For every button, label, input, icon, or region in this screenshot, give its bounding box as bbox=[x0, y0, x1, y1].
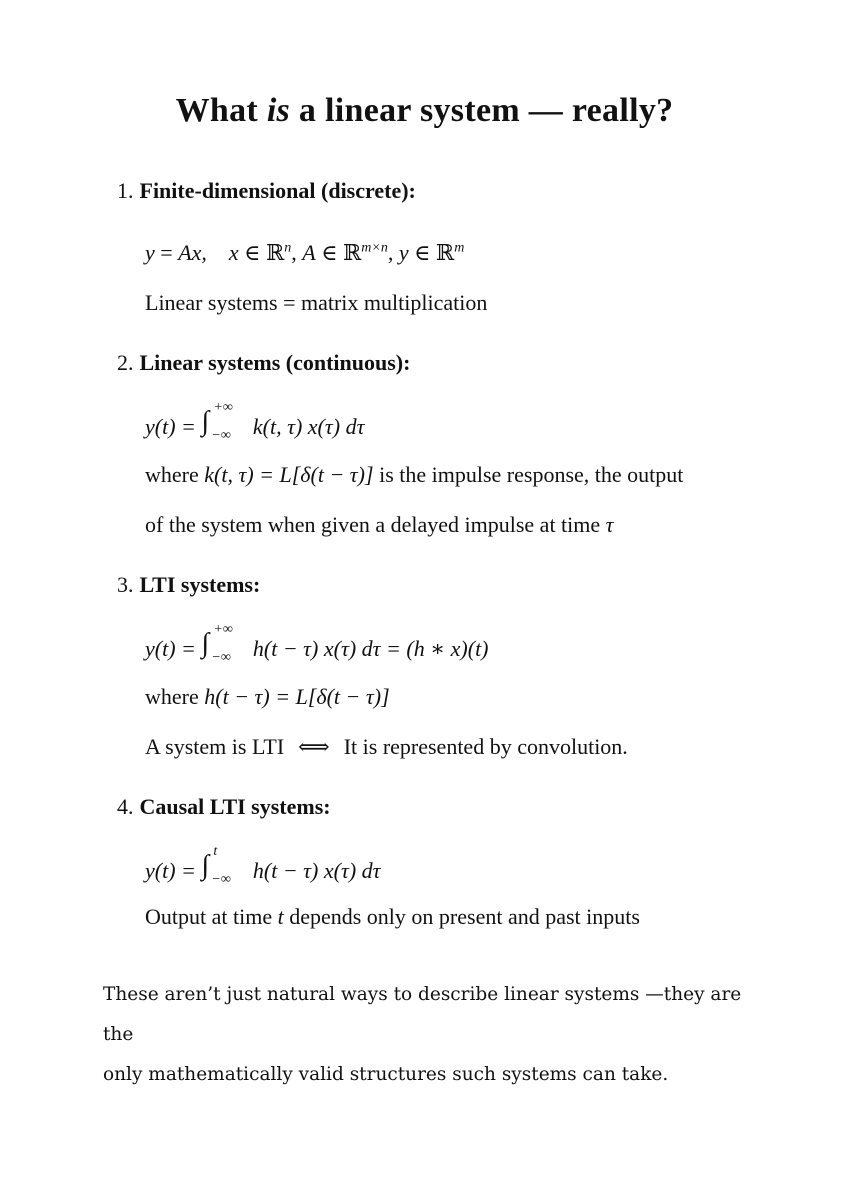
item-label: Linear systems (continuous): bbox=[139, 350, 411, 375]
iff-symbol: ⟺ bbox=[298, 734, 330, 759]
note-text: A system is LTI bbox=[145, 734, 285, 759]
note-math: k(t, τ) = L[δ(t − τ)] bbox=[204, 462, 374, 487]
closing-line-1: These aren’t just natural ways to describe linear systems —they are the bbox=[103, 984, 742, 1045]
item-label: Causal LTI systems: bbox=[139, 794, 331, 819]
eq-equals: = bbox=[160, 240, 173, 265]
note-text: It is represented by convolution. bbox=[343, 734, 628, 759]
note-math: τ bbox=[605, 512, 614, 537]
item-2-equation bbox=[145, 400, 365, 443]
eq-in: ∈ bbox=[414, 240, 431, 265]
item-3-heading bbox=[117, 572, 260, 598]
item-2-note-b bbox=[145, 512, 614, 538]
item-2-heading bbox=[117, 350, 410, 376]
eq-ax: Ax, bbox=[178, 240, 207, 265]
integral-lower: −∞ bbox=[211, 428, 231, 443]
eq-comma: , bbox=[387, 240, 394, 265]
item-3-equation bbox=[145, 622, 489, 665]
item-4-heading bbox=[117, 794, 331, 820]
item-number: 1. bbox=[117, 178, 134, 203]
note-text: is the impulse response, the output bbox=[379, 462, 684, 487]
eq-in: ∈ bbox=[321, 240, 338, 265]
eq-body: h(t − τ) x(τ) dτ bbox=[252, 858, 381, 883]
note-math: t bbox=[277, 904, 284, 929]
title-emphasis: is bbox=[266, 92, 291, 129]
integral-sign: ∫ +∞ −∞ bbox=[201, 400, 233, 443]
item-number: 2. bbox=[117, 350, 134, 375]
item-number: 3. bbox=[117, 572, 134, 597]
item-2-note-a bbox=[145, 462, 683, 488]
item-label: LTI systems: bbox=[139, 572, 261, 597]
page-title bbox=[0, 92, 849, 130]
item-1-equation bbox=[145, 240, 464, 266]
note-text: of the system when given a delayed impulse at time bbox=[145, 512, 601, 537]
eq-reals: ℝ bbox=[435, 240, 455, 265]
integral-upper: t bbox=[213, 844, 218, 859]
note-text: where bbox=[145, 684, 199, 709]
note-math: h(t − τ) = L[δ(t − τ)] bbox=[204, 684, 390, 709]
eq-lhs: y(t) = bbox=[145, 414, 196, 439]
eq-mxn: m×n bbox=[361, 240, 388, 256]
eq-y: y bbox=[145, 240, 155, 265]
integral-upper: +∞ bbox=[213, 400, 233, 415]
note-text: Output at time bbox=[145, 904, 273, 929]
eq-in: ∈ bbox=[244, 240, 261, 265]
eq-body: k(t, τ) x(τ) dτ bbox=[252, 414, 365, 439]
title-post: a linear system — really? bbox=[298, 92, 674, 129]
item-4-equation bbox=[145, 844, 381, 887]
item-1-note: Linear systems = matrix multiplication bbox=[145, 290, 488, 315]
eq-n: n bbox=[284, 240, 292, 256]
eq-A: A bbox=[302, 240, 316, 265]
item-number: 4. bbox=[117, 794, 134, 819]
eq-y2: y bbox=[398, 240, 409, 265]
note-text: where bbox=[145, 462, 199, 487]
integral-lower: −∞ bbox=[211, 872, 231, 887]
eq-body: h(t − τ) x(τ) dτ = (h ∗ x)(t) bbox=[252, 636, 489, 661]
note-text: depends only on present and past inputs bbox=[289, 904, 640, 929]
integral-lower: −∞ bbox=[211, 650, 231, 665]
eq-comma: , bbox=[291, 240, 297, 265]
eq-lhs: y(t) = bbox=[145, 858, 196, 883]
item-1-heading bbox=[117, 178, 416, 204]
eq-reals: ℝ bbox=[265, 240, 285, 265]
eq-x: x bbox=[228, 240, 239, 265]
item-3-note-a bbox=[145, 684, 390, 710]
integral-sign: ∫ +∞ −∞ bbox=[201, 622, 233, 665]
eq-reals: ℝ bbox=[343, 240, 362, 265]
eq-lhs: y(t) = bbox=[145, 636, 196, 661]
closing-paragraph bbox=[103, 975, 763, 1095]
title-pre: What bbox=[175, 92, 258, 129]
item-3-note-b bbox=[145, 734, 628, 760]
closing-line-2: only mathematically valid structures such systems can take. bbox=[103, 1064, 669, 1085]
item-label: Finite-dimensional (discrete): bbox=[139, 178, 416, 203]
eq-m: m bbox=[454, 240, 465, 256]
integral-sign: ∫ t −∞ bbox=[201, 844, 231, 887]
integral-upper: +∞ bbox=[213, 622, 233, 637]
item-4-note bbox=[145, 904, 640, 930]
